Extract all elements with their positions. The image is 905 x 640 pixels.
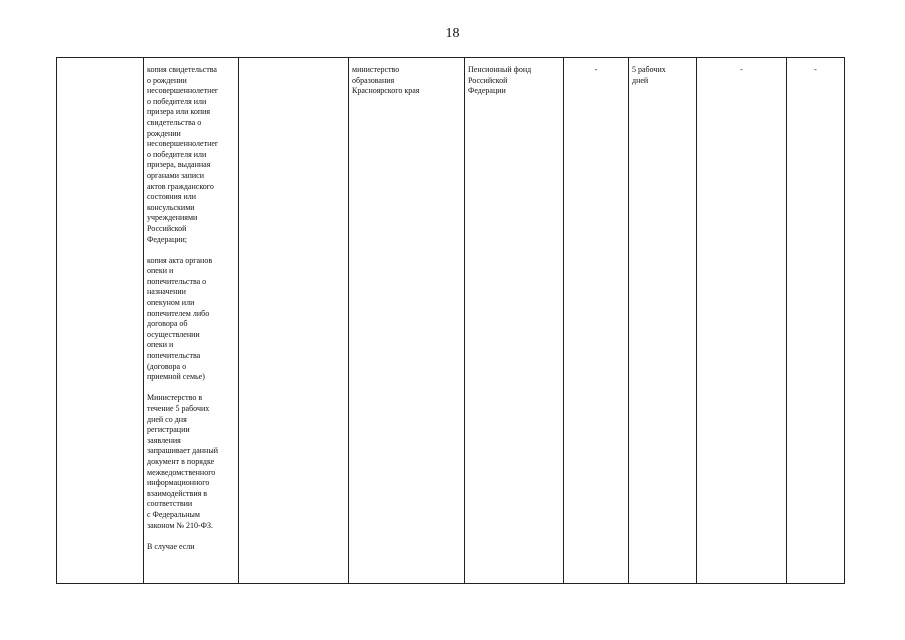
text-line: (договора о [147,361,187,371]
text-line: назначении [147,287,186,297]
text-line: свидетельства о [147,117,202,127]
documents-paragraph-1 [147,65,235,245]
text-line: В случае если [147,541,195,551]
text-line: запрашивает данный [147,446,218,456]
text-line: органами записи [147,170,205,180]
cell-authority [349,58,465,584]
text-line: с Федеральным [147,509,200,519]
paragraph-gap [147,531,235,542]
documents-paragraph-2 [147,256,235,383]
cell-empty-first [57,58,144,584]
text-line: призера, выданная [147,160,211,170]
text-line: опеки и [147,340,174,350]
cell-dash-2 [697,58,787,584]
cell-provider [465,58,564,584]
text-line: о рождении [147,75,187,85]
text-line: копия акта органов [147,255,213,265]
text-line: попечителем либо [147,308,210,318]
cell-term [629,58,697,584]
text-line: Российской [147,223,187,233]
text-line: приемной семье) [147,372,205,382]
text-line: Федерации; [147,234,188,244]
documents-paragraph-4 [147,542,235,553]
text-line: попечительства о [147,276,207,286]
table-row [57,58,845,584]
text-line: копия свидетельства [147,65,217,74]
page-number: 18 [445,26,460,41]
text-line: 5 рабочих [632,65,666,74]
text-line: опекуном или [147,298,195,308]
text-line: Пенсионный фонд [468,65,532,74]
text-line: о победителя или [147,96,207,106]
text-line: законом № 210-ФЗ. [147,520,214,530]
text-line: регистрации [147,425,190,435]
text-line: течение 5 рабочих [147,404,210,413]
documents-paragraph-3 [147,393,235,531]
paragraph-gap [147,383,235,394]
text-line: заявления [147,435,181,445]
document-table [56,57,845,584]
text-line: взаимодействия в [147,488,208,498]
dash-value: - [594,65,598,74]
text-line: межведомственного [147,467,216,477]
text-line: несовершеннолетнег [147,86,219,96]
text-line: министерство [352,65,400,74]
text-line: опеки и [147,266,174,276]
text-line: договора об [147,319,188,329]
text-line: соответствии [147,499,193,509]
text-line: учреждениями [147,213,198,223]
cell-dash-1 [564,58,629,584]
text-line: образования [352,75,395,85]
text-line: несовершеннолетнег [147,139,219,149]
text-line: Российской [468,75,508,85]
text-line: Министерство в [147,393,203,403]
text-line: призера или копия [147,107,211,117]
text-line: актов гражданского [147,181,214,191]
paragraph-gap [147,245,235,256]
text-line: рождении [147,128,181,138]
text-line: консульскими [147,202,195,212]
text-line: попечительства [147,351,201,361]
cell-documents-list [144,58,239,584]
text-line: осуществлении [147,329,200,339]
text-line: Красноярского края [352,86,420,96]
cell-empty-third [239,58,349,584]
text-line: Федерации [468,86,506,96]
text-line: состояния или [147,192,197,202]
text-line: документ в порядке [147,456,215,466]
text-line: о победителя или [147,149,207,159]
text-line: дней со дня [147,414,187,424]
text-line: дней [632,75,649,85]
dash-value: - [814,65,817,74]
cell-dash-3 [787,58,845,584]
text-line: информационного [147,478,210,488]
dash-value: - [740,65,743,74]
